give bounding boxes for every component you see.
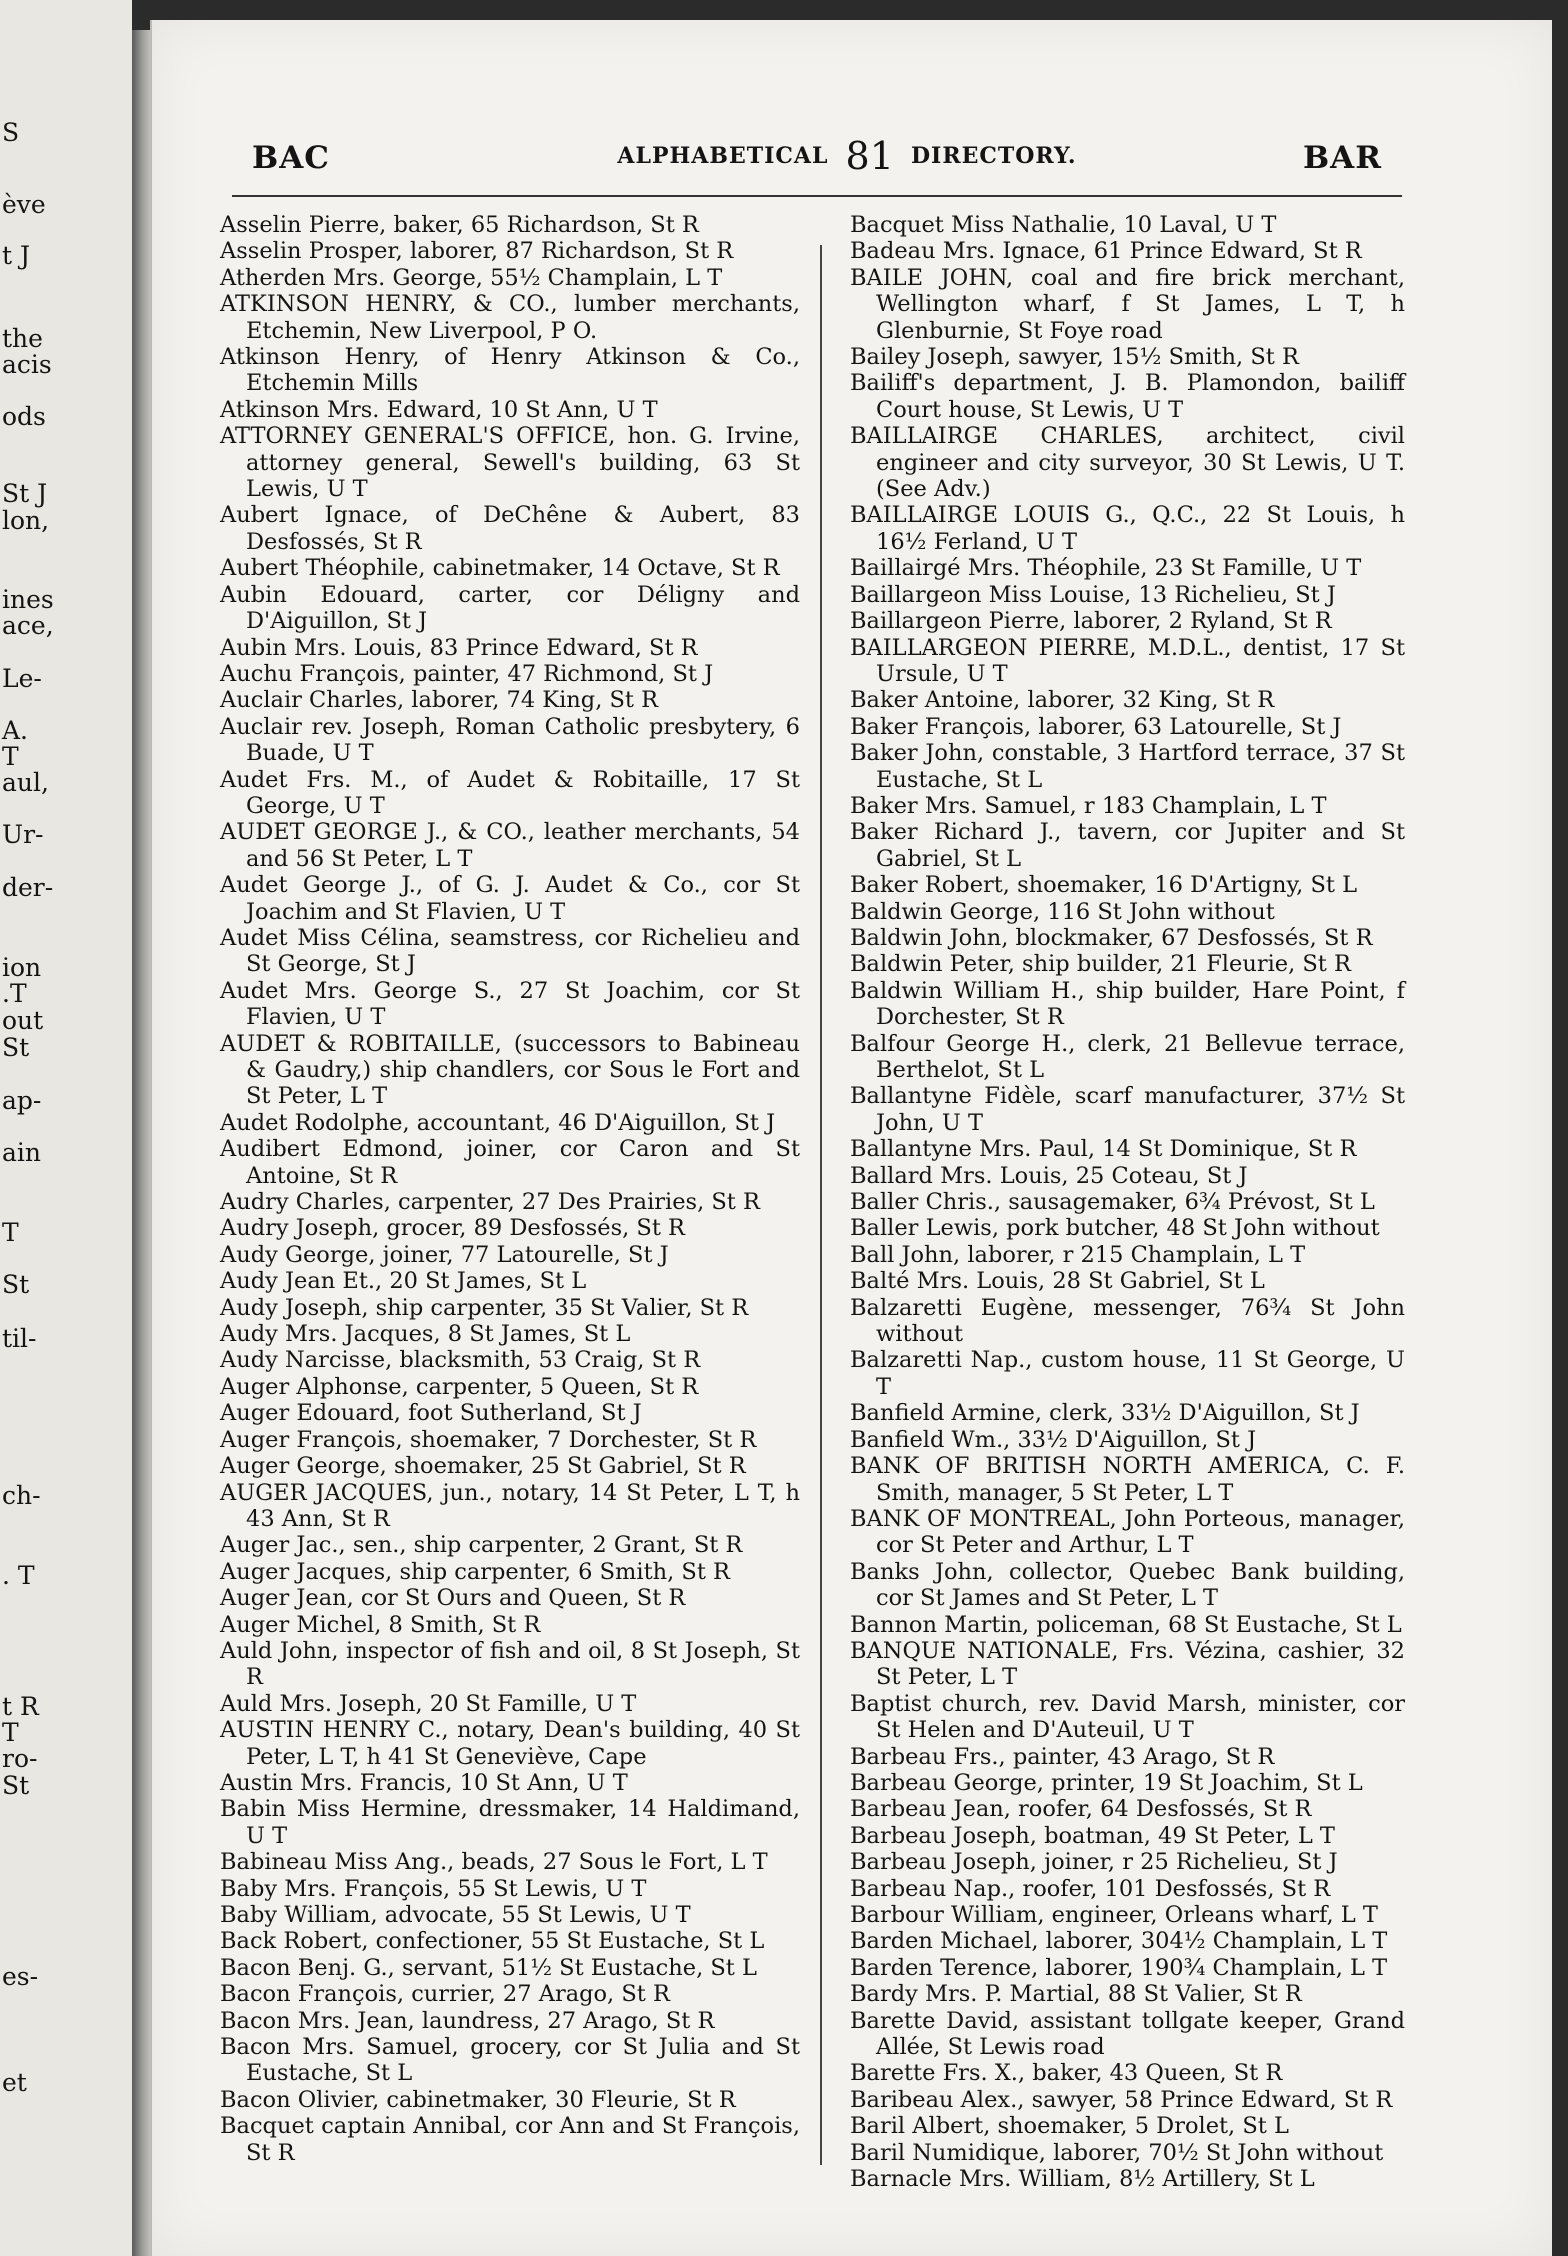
directory-entry: AUDET GEORGE J., & CO., leather merchants, 54 and 56 St Peter, L T [220, 819, 800, 872]
directory-entry: Ballantyne Fidèle, scarf manufacturer, 37½ St John, U T [850, 1083, 1405, 1136]
previous-page-fragment: acis [2, 350, 52, 379]
directory-entry: Auld Mrs. Joseph, 20 St Famille, U T [220, 1690, 637, 1717]
directory-entry: Audy Mrs. Jacques, 8 St James, St L [220, 1321, 631, 1348]
directory-entry: Audy Narcisse, blacksmith, 53 Craig, St R [220, 1347, 701, 1374]
directory-entry: Barbour William, engineer, Orleans wharf, L T [850, 1902, 1378, 1928]
directory-entry: Back Robert, confectioner, 55 St Eustache, St L [220, 1928, 765, 1955]
directory-entry: Bardy Mrs. P. Martial, 88 St Valier, St R [850, 1981, 1302, 2008]
directory-entry: Baldwin George, 116 St John without [850, 898, 1275, 925]
previous-page-fragment: t R [2, 1692, 39, 1721]
previous-page-fragment: Ur- [2, 820, 44, 849]
directory-entry: Auger Jean, cor St Ours and Queen, St R [220, 1585, 686, 1612]
directory-entry: BAILLAIRGE LOUIS G., Q.C., 22 St Louis, h 16½ Ferland, U T [850, 502, 1405, 555]
directory-entry: Audibert Edmond, joiner, cor Caron and St Antoine, St R [220, 1136, 800, 1189]
directory-entry: Auger Jac., sen., ship carpenter, 2 Grant, St R [220, 1532, 743, 1559]
directory-entry: Bacquet captain Annibal, cor Ann and St François, St R [220, 2113, 800, 2166]
directory-entry: Auclair Charles, laborer, 74 King, St R [220, 687, 659, 714]
header-rule [232, 195, 1402, 197]
running-title [542, 134, 1152, 178]
directory-entry: Baker Robert, shoemaker, 16 D'Artigny, St L [850, 872, 1358, 899]
previous-page-fragment: lon, [2, 506, 50, 535]
previous-page-fragment: the [2, 324, 43, 353]
directory-entry: Balfour George H., clerk, 21 Bellevue terrace, Berthelot, St L [850, 1030, 1405, 1083]
directory-entry: Banfield Armine, clerk, 33½ D'Aiguillon, St J [850, 1400, 1360, 1427]
previous-page-fragment: St [2, 1270, 30, 1299]
previous-page-fragment: ace, [2, 611, 54, 640]
directory-entry: Aubin Edouard, carter, cor Déligny and D'Aiguillon, St J [220, 581, 800, 635]
directory-entry: Babin Miss Hermine, dressmaker, 14 Haldimand, U T [220, 1796, 800, 1849]
directory-entry: Bailiff's department, J. B. Plamondon, bailiff Court house, St Lewis, U T [850, 370, 1405, 423]
directory-entry: Barnacle Mrs. William, 8½ Artillery, St L [850, 2166, 1315, 2193]
previous-page-fragment: et [2, 2068, 27, 2097]
previous-page-fragment: A. [2, 716, 29, 745]
directory-entry: Barbeau Frs., painter, 43 Arago, St R [850, 1743, 1275, 1770]
right-guide-word: BAR [1302, 140, 1382, 176]
directory-entry: Baker Antoine, laborer, 32 King, St R [850, 687, 1275, 714]
directory-entry: Baldwin John, blockmaker, 67 Desfossés, St R [850, 924, 1373, 951]
directory-entry: Audet Miss Célina, seamstress, cor Richelieu and St George, St J [220, 924, 800, 978]
directory-entry: Bailey Joseph, sawyer, 15½ Smith, St R [850, 344, 1299, 371]
directory-entry: AUGER JACQUES, jun., notary, 14 St Peter, L T, h 43 Ann, St R [220, 1479, 800, 1532]
directory-entry: Barette David, assistant tollgate keeper, Grand Allée, St Lewis road [850, 2007, 1405, 2061]
directory-entry: Bacon Mrs. Samuel, grocery, cor St Julia and St Eustache, St L [220, 2034, 800, 2087]
directory-entry: Barden Michael, laborer, 304½ Champlain, L T [850, 1928, 1388, 1955]
previous-page-fragment: T [2, 742, 19, 771]
directory-entry: Audet George J., of G. J. Audet & Co., cor St Joachim and St Flavien, U T [220, 872, 800, 925]
directory-entry: Auclair rev. Joseph, Roman Catholic presbytery, 6 Buade, U T [220, 713, 800, 767]
directory-entry: BANK OF BRITISH NORTH AMERICA, C. F. Smith, manager, 5 St Peter, L T [850, 1453, 1405, 1506]
previous-page-fragment: der- [2, 873, 54, 902]
previous-page-fragment: St J [2, 479, 48, 508]
directory-entry: Baril Numidique, laborer, 70½ St John without [850, 2139, 1384, 2166]
directory-entry: Auger Michel, 8 Smith, St R [220, 1611, 541, 1638]
previous-page-fragment: Le- [2, 664, 42, 693]
directory-entry: Audry Joseph, grocer, 89 Desfossés, St R [220, 1215, 685, 1242]
directory-entry: Baller Chris., sausagemaker, 6¾ Prévost, St L [850, 1189, 1375, 1216]
previous-page-fragment: ain [2, 1138, 42, 1167]
directory-entry: Barbeau Joseph, joiner, r 25 Richelieu, St J [850, 1849, 1338, 1876]
directory-entry: Barbeau Nap., roofer, 101 Desfossés, St R [850, 1875, 1331, 1902]
directory-entry: Ball John, laborer, r 215 Champlain, L T [850, 1241, 1306, 1268]
previous-page-edge [0, 0, 132, 2256]
directory-entry: Ballantyne Mrs. Paul, 14 St Dominique, St R [850, 1136, 1357, 1163]
previous-page-fragment: ods [2, 402, 46, 431]
directory-entry: Atherden Mrs. George, 55½ Champlain, L T [220, 264, 723, 291]
directory-entry: Asselin Prosper, laborer, 87 Richardson, St R [220, 238, 734, 265]
directory-entry: Baribeau Alex., sawyer, 58 Prince Edward, St R [850, 2086, 1393, 2113]
directory-entry: Bacon Mrs. Jean, laundress, 27 Arago, St R [220, 2007, 715, 2034]
directory-entry: Barbeau Jean, roofer, 64 Desfossés, St R [850, 1796, 1312, 1823]
directory-entry: Baillargeon Pierre, laborer, 2 Ryland, St R [850, 608, 1332, 635]
left-guide-word: BAC [252, 140, 330, 176]
directory-entry: Banfield Wm., 33½ D'Aiguillon, St J [850, 1426, 1257, 1453]
directory-entry: Banks John, collector, Quebec Bank building, cor St James and St Peter, L T [850, 1558, 1405, 1612]
directory-entry: Bacquet Miss Nathalie, 10 Laval, U T [850, 212, 1277, 238]
directory-page [150, 20, 1552, 2256]
directory-entry: ATKINSON HENRY, & CO., lumber merchants, Etchemin, New Liverpool, P O. [220, 291, 800, 344]
previous-page-fragment: ines [2, 585, 54, 614]
directory-entry: Baldwin Peter, ship builder, 21 Fleurie, St R [850, 951, 1351, 978]
directory-entry: Audy Joseph, ship carpenter, 35 St Valier, St R [220, 1294, 749, 1321]
directory-entry: Audet Rodolphe, accountant, 46 D'Aiguillon, St J [220, 1109, 776, 1136]
directory-entry: Barette Frs. X., baker, 43 Queen, St R [850, 2060, 1283, 2087]
previous-page-fragment: . T [2, 1561, 35, 1590]
directory-entry: Auger Jacques, ship carpenter, 6 Smith, St R [220, 1558, 730, 1585]
directory-entry: Balzaretti Nap., custom house, 11 St George, U T [850, 1347, 1405, 1400]
directory-entry: Baillairgé Mrs. Théophile, 23 St Famille, U T [850, 555, 1362, 582]
previous-page-fragment: ap- [2, 1086, 42, 1115]
directory-entry: Baldwin William H., ship builder, Hare Point, f Dorchester, St R [850, 977, 1405, 1031]
directory-entry: Barbeau Joseph, boatman, 49 St Peter, L T [850, 1822, 1335, 1849]
directory-entry: Auchu François, painter, 47 Richmond, St J [220, 660, 714, 687]
directory-entry: Auger Alphonse, carpenter, 5 Queen, St R [220, 1373, 699, 1400]
directory-entry: Audet Mrs. George S., 27 St Joachim, cor St Flavien, U T [220, 977, 800, 1031]
previous-page-fragment: St [2, 1771, 30, 1800]
directory-entry: Austin Mrs. Francis, 10 St Ann, U T [220, 1769, 628, 1796]
directory-entry: Baptist church, rev. David Marsh, minister, cor St Helen and D'Auteuil, U T [850, 1690, 1405, 1744]
directory-entry: Auger Edouard, foot Sutherland, St J [220, 1400, 642, 1427]
section-title: ALPHABETICAL [617, 143, 829, 169]
directory-entry: Barbeau George, printer, 19 St Joachim, St L [850, 1769, 1363, 1796]
directory-entry: Baby William, advocate, 55 St Lewis, U T [220, 1902, 691, 1928]
directory-entry: Baller Lewis, pork butcher, 48 St John without [850, 1215, 1380, 1242]
directory-entry: Atkinson Henry, of Henry Atkinson & Co., Etchemin Mills [220, 344, 800, 397]
directory-entry: Baril Albert, shoemaker, 5 Drolet, St L [850, 2113, 1289, 2140]
previous-page-fragment: ion [2, 953, 42, 982]
directory-entry: ATTORNEY GENERAL'S OFFICE, hon. G. Irvine, attorney general, Sewell's building, 63 St Lewis, U T [220, 423, 800, 503]
directory-entry: Baker François, laborer, 63 Latourelle, St J [850, 713, 1342, 740]
directory-entry: Badeau Mrs. Ignace, 61 Prince Edward, St R [850, 238, 1362, 265]
directory-entry: Bannon Martin, policeman, 68 St Eustache, St L [850, 1611, 1402, 1638]
previous-page-fragment: S [2, 118, 20, 147]
directory-title: DIRECTORY. [910, 143, 1077, 169]
directory-entry: Bacon François, currier, 27 Arago, St R [220, 1981, 670, 2008]
directory-entry: Bacon Benj. G., servant, 51½ St Eustache, St L [220, 1954, 757, 1981]
previous-page-fragment: es- [2, 1962, 39, 1991]
directory-entry: Aubin Mrs. Louis, 83 Prince Edward, St R [220, 634, 698, 661]
directory-entry: Auld John, inspector of fish and oil, 8 St Joseph, St R [220, 1637, 800, 1691]
directory-entry: BANK OF MONTREAL, John Porteous, manager, cor St Peter and Arthur, L T [850, 1505, 1405, 1559]
left-column [220, 212, 800, 2166]
directory-entry: Baker Mrs. Samuel, r 183 Champlain, L T [850, 792, 1327, 819]
previous-page-fragment: til- [2, 1324, 37, 1353]
directory-entry: BAILE JOHN, coal and fire brick merchant, Wellington wharf, f St James, L T, h Glenburnie, St Foye road [850, 264, 1405, 344]
previous-page-fragment: T [2, 1718, 19, 1747]
previous-page-fragment: .T [2, 979, 27, 1008]
directory-entry: Ballard Mrs. Louis, 25 Coteau, St J [850, 1162, 1248, 1189]
right-column [850, 212, 1405, 2192]
directory-entry: Baby Mrs. François, 55 St Lewis, U T [220, 1875, 647, 1902]
page-header [152, 120, 1552, 190]
page-number: 81 [845, 134, 894, 178]
directory-entry: BAILLARGEON PIERRE, M.D.L., dentist, 17 St Ursule, U T [850, 634, 1405, 687]
directory-entry: BAILLAIRGE CHARLES, architect, civil engineer and city surveyor, 30 St Lewis, U T. (See Adv.) [850, 423, 1405, 503]
directory-entry: Auger François, shoemaker, 7 Dorchester, St R [220, 1426, 757, 1453]
directory-entry: Aubert Ignace, of DeChêne & Aubert, 83 Desfossés, St R [220, 502, 800, 555]
directory-entry: Aubert Théophile, cabinetmaker, 14 Octave, St R [220, 555, 780, 582]
column-divider [820, 245, 822, 2165]
previous-page-fragment: aul, [2, 768, 49, 797]
directory-entry: Barden Terence, laborer, 190¾ Champlain, L T [850, 1954, 1388, 1981]
directory-entry: Audy Jean Et., 20 St James, St L [220, 1268, 587, 1295]
directory-entry: AUDET & ROBITAILLE, (successors to Babineau & Gaudry,) ship chandlers, cor Sous le Fort and St Peter, L T [220, 1030, 800, 1110]
directory-entry: Asselin Pierre, baker, 65 Richardson, St R [220, 212, 699, 238]
directory-entry: Baillargeon Miss Louise, 13 Richelieu, St J [850, 581, 1336, 608]
directory-entry: Auger George, shoemaker, 25 St Gabriel, St R [220, 1453, 746, 1480]
directory-entry: Audet Frs. M., of Audet & Robitaille, 17 St George, U T [220, 766, 800, 819]
directory-entry: AUSTIN HENRY C., notary, Dean's building, 40 St Peter, L T, h 41 St Geneviève, Cape [220, 1717, 800, 1770]
directory-entry: Bacon Olivier, cabinetmaker, 30 Fleurie, St R [220, 2086, 736, 2113]
previous-page-fragment: T [2, 1218, 19, 1247]
directory-entry: Baker John, constable, 3 Hartford terrace, 37 St Eustache, St L [850, 740, 1405, 793]
directory-entry: Babineau Miss Ang., beads, 27 Sous le Fort, L T [220, 1849, 768, 1876]
directory-entry: Balté Mrs. Louis, 28 St Gabriel, St L [850, 1268, 1265, 1295]
previous-page-fragment: St [2, 1033, 30, 1062]
previous-page-fragment: t J [2, 241, 31, 270]
directory-entry: Atkinson Mrs. Edward, 10 St Ann, U T [220, 396, 658, 423]
directory-entry: Audy George, joiner, 77 Latourelle, St J [220, 1241, 669, 1268]
directory-entry: Audry Charles, carpenter, 27 Des Prairies, St R [220, 1189, 760, 1216]
directory-entry: Balzaretti Eugène, messenger, 76¾ St John without [850, 1294, 1405, 1348]
directory-entry: BANQUE NATIONALE, Frs. Vézina, cashier, 32 St Peter, L T [850, 1637, 1405, 1691]
previous-page-fragment: ève [2, 190, 46, 219]
previous-page-fragment: ch- [2, 1481, 41, 1510]
previous-page-fragment: ro- [2, 1744, 38, 1773]
previous-page-fragment: out [2, 1006, 44, 1035]
directory-entry: Baker Richard J., tavern, cor Jupiter and St Gabriel, St L [850, 819, 1405, 872]
